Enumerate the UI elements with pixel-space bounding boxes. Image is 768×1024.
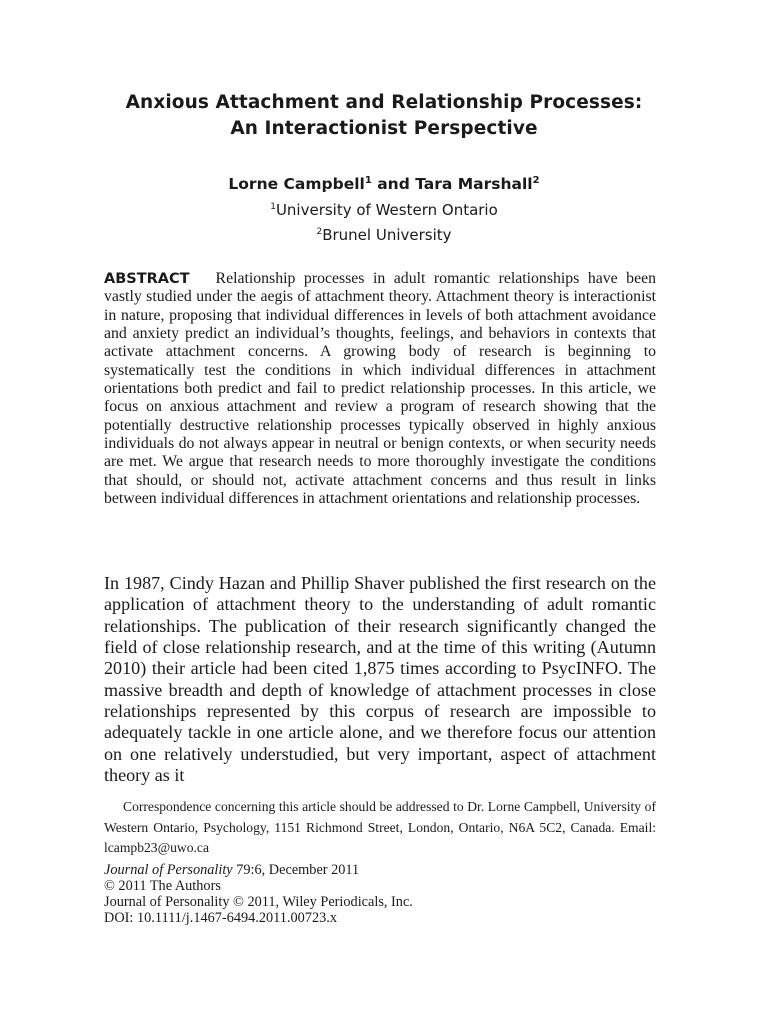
author-list xyxy=(80,173,688,195)
affiliation xyxy=(80,225,688,245)
affiliation-marker: 2 xyxy=(532,174,540,186)
journal-info xyxy=(104,862,656,926)
journal-name: Journal of Personality xyxy=(104,862,233,878)
affiliation-marker: 1 xyxy=(270,202,276,212)
journal-issue: 79:6, December 2011 xyxy=(232,862,360,878)
copyright-journal: Journal of Personality © 2011, Wiley Periodicals, Inc. xyxy=(104,894,413,910)
affiliation-name: University of Western Ontario xyxy=(275,201,498,219)
correspondence-footnote: Correspondence concerning this article should be addressed to Dr. Lorne Campbell, University of Western Ontario, Psychology, 1151 Richmond Street, London, Ontario, N6A 5C2, Canada. Email: lcampb23@uwo.ca xyxy=(104,799,656,855)
abstract xyxy=(104,270,656,508)
affiliation-name: Brunel University xyxy=(322,226,452,244)
title-line-1: Anxious Attachment and Relationship Processes: xyxy=(125,92,643,113)
doi: DOI: 10.1111/j.1467-6494.2011.00723.x xyxy=(104,910,337,926)
copyright-authors: © 2011 The Authors xyxy=(104,878,221,894)
affiliation-marker: 1 xyxy=(364,174,372,186)
body-paragraph: In 1987, Cindy Hazan and Phillip Shaver published the first research on the application of attachment theory to the understanding of adult romantic relationships. The publication of their research significantly changed the field of close relationship research, and at the time of this writing (Autumn 2010) their article had been cited 1,875 times according to PsycINFO. The massive breadth and depth of knowledge of attachment processes in close relationships represented by this corpus of research are impossible to adequately tackle in one article alone, and we therefore focus our attention on one relatively understudied, but very important, aspect of attachment theory as it xyxy=(104,573,656,786)
abstract-label: ABSTRACT xyxy=(104,271,190,287)
abstract-text: Relationship processes in adult romantic relationships have been vastly studied under the aegis of attachment theory. Attachment theory is interactionist in nature, proposing that individual differences in levels of both attachment avoidance and anxiety predict an individual’s thoughts, feelings, and behaviors in contexts that activate attachment concerns. A growing body of research is beginning to systematically test the conditions in which individual differences in attachment orientations both predict and fail to predict relationship processes. In this article, we focus on anxious attachment and review a program of research showing that the potentially destructive relationship processes typically observed in highly anxious individuals do not always appear in neutral or benign contexts, or when security needs are met. We argue that research needs to more thoroughly investigate the conditions that should, or should not, activate attachment concerns and thus result in links between individual differences in attachment orientations and relationship processes. xyxy=(104,270,656,508)
article-title xyxy=(80,90,688,142)
author-conjunction: and xyxy=(371,175,416,193)
title-line-2: An Interactionist Perspective xyxy=(230,118,538,139)
affiliation xyxy=(80,200,688,220)
affiliation-marker: 2 xyxy=(316,227,323,237)
journal-citation-line xyxy=(104,862,656,878)
author-name: Tara Marshall xyxy=(415,175,533,193)
author-name: Lorne Campbell xyxy=(228,175,365,193)
